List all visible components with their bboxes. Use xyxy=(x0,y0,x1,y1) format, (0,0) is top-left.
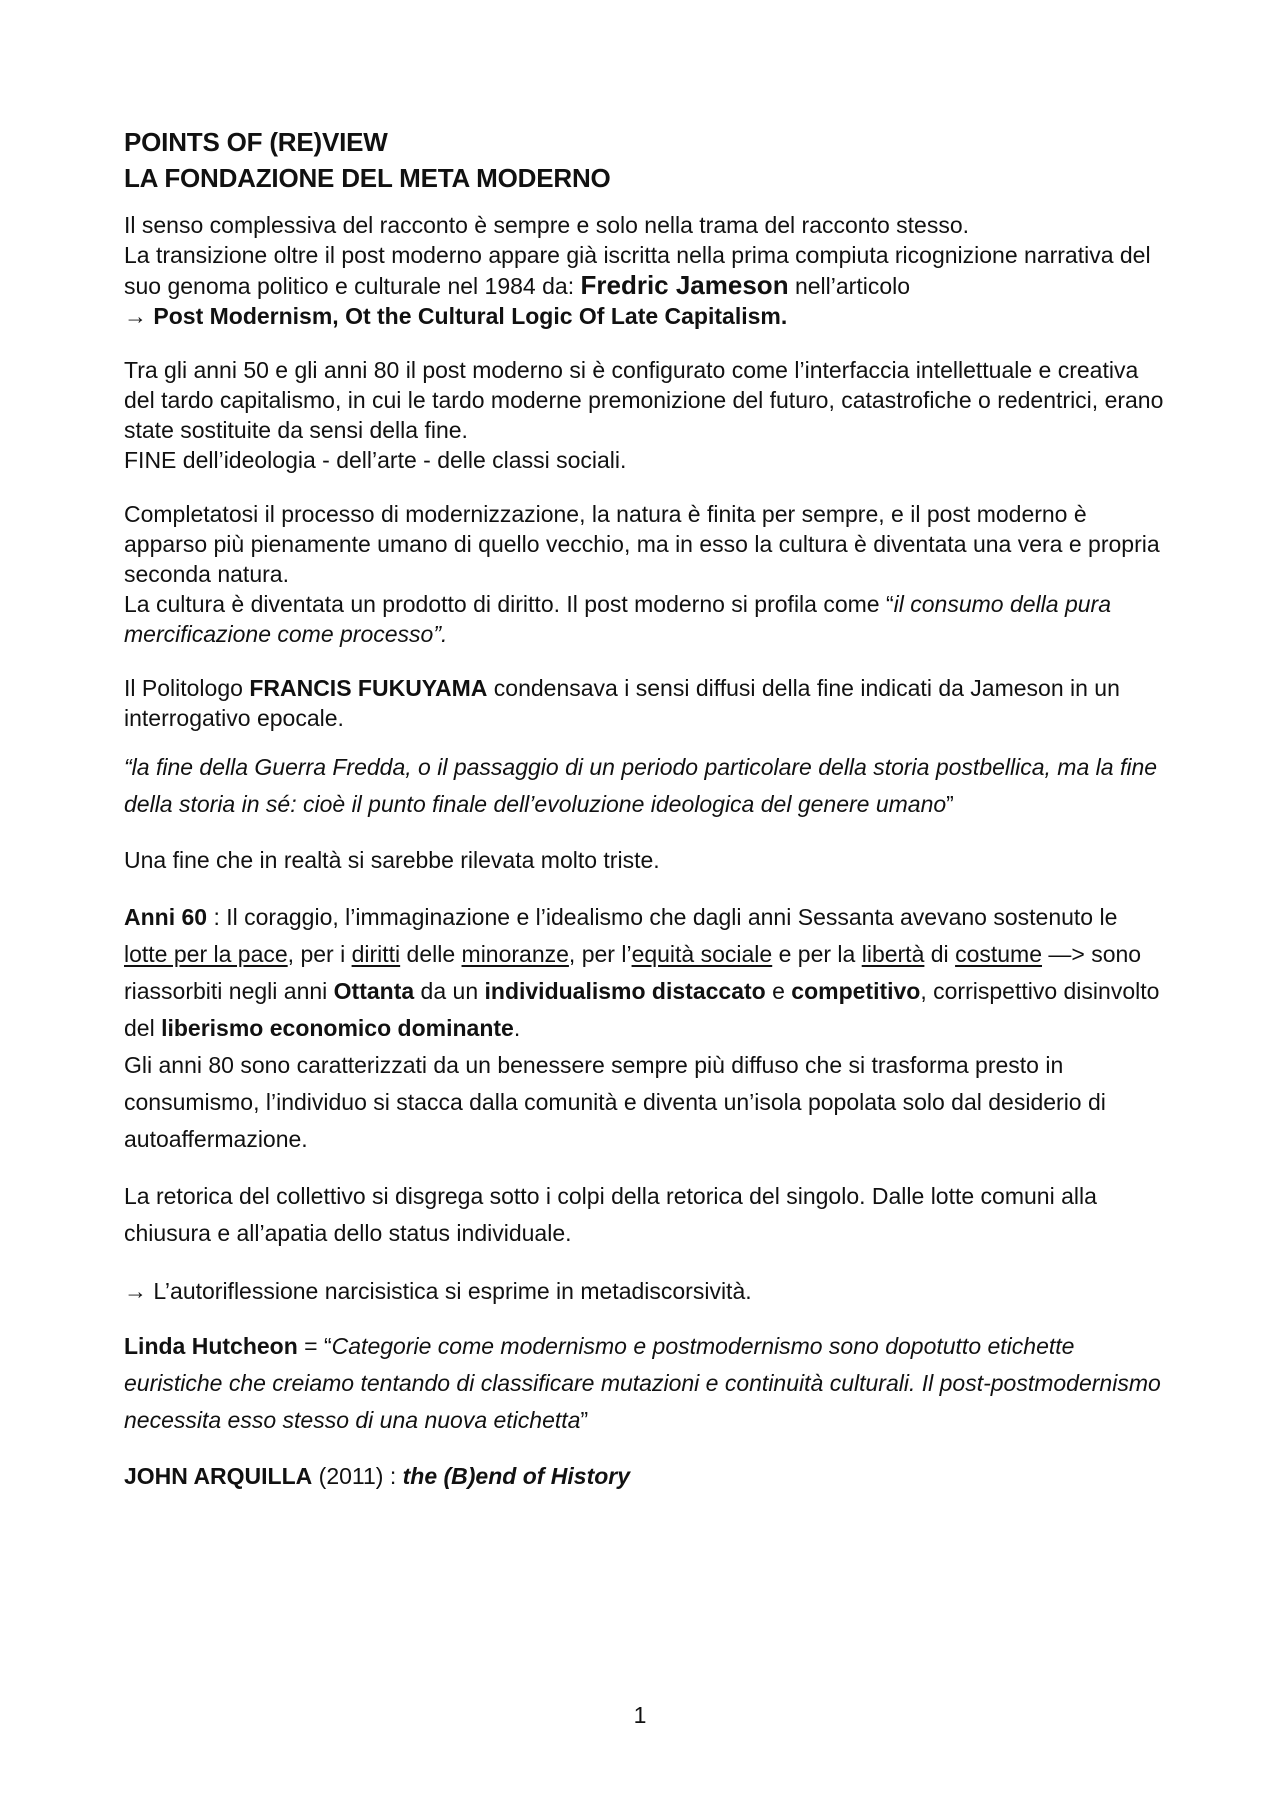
author-jameson: Fredric Jameson xyxy=(580,270,789,300)
intro-sentence-3: nell’articolo xyxy=(788,273,911,299)
bold-competitivo: competitivo xyxy=(791,978,921,1004)
page-content xyxy=(124,124,1164,1491)
paragraph-anni-60 xyxy=(124,899,1164,1158)
anni-80-text: Gli anni 80 sono caratterizzati da un benessere sempre più diffuso che si trasforma presto in consumismo, l’individuo si stacca dalla comunità e diventa un’isola popolata solo dal desiderio di autoaffermazione. xyxy=(124,1052,1106,1152)
arquilla-name: JOHN ARQUILLA xyxy=(124,1463,313,1489)
postmodern-text: Tra gli anni 50 e gli anni 80 il post moderno si è configurato come l’interfaccia intellettuale e creativa del tardo capitalismo, in cui le tardo moderne premonizione del futuro, catastrofiche o redentrici, erano state sostituite da sensi della fine. xyxy=(124,357,1164,443)
hutcheon-quote-close: ” xyxy=(580,1407,589,1433)
anni-60-text-3: delle xyxy=(400,941,462,967)
paragraph-intro xyxy=(124,210,1164,331)
underlined-liberta: libertà xyxy=(861,941,925,967)
bold-liberismo: liberismo economico dominante xyxy=(161,1015,514,1041)
hutcheon-eq: = “ xyxy=(297,1333,332,1359)
fukuyama-name: FRANCIS FUKUYAMA xyxy=(249,675,488,701)
paragraph-postmodern xyxy=(124,355,1164,475)
fukuyama-quote-close: ” xyxy=(946,791,954,817)
title-line-2: LA FONDAZIONE DEL META MODERNO xyxy=(124,163,611,193)
anni-60-text-7: —> sono riassorbiti negli anni xyxy=(124,941,1142,1004)
fukuyama-intro: Il Politologo xyxy=(124,675,250,701)
arquilla-year: (2011) : xyxy=(312,1463,403,1489)
paragraph-hutcheon xyxy=(124,1328,1164,1439)
page-number: 1 xyxy=(633,1702,647,1728)
hutcheon-quote: Categorie come modernismo e postmodernismo sono dopotutto etichette euristiche che creiamo tentando di classificare mutazioni e continuità culturali. Il post-postmodernismo necessita esso stesso di una nuova etichetta xyxy=(124,1333,1161,1433)
underlined-costume: costume xyxy=(955,941,1042,967)
underlined-diritti: diritti xyxy=(351,941,401,967)
paragraph-fukuyama-quote xyxy=(124,749,1164,823)
intro-sentence-1: Il senso complessiva del racconto è sempre e solo nella trama del racconto stesso. xyxy=(124,212,970,238)
anni-60-text-8: da un xyxy=(414,978,485,1004)
anni-60-text-6: di xyxy=(924,941,956,967)
anni-60-text-4: , per l’ xyxy=(568,941,632,967)
fukuyama-text: condensava i sensi diffusi della fine indicati da Jameson in un interrogativo epocale. xyxy=(124,675,1120,731)
document-title xyxy=(124,124,1164,196)
hutcheon-name: Linda Hutcheon xyxy=(124,1333,298,1359)
paragraph-sad-end xyxy=(124,845,1164,875)
anni-60-text-2: , per i xyxy=(287,941,352,967)
bold-ottanta: Ottanta xyxy=(333,978,415,1004)
underlined-equita: equità sociale xyxy=(631,941,773,967)
fukuyama-quote: “la fine della Guerra Fredda, o il passaggio di un periodo particolare della storia postbellica, ma la fine della storia in sé: cioè il punto finale dell’evoluzione ideologica del genere umano xyxy=(124,754,1158,817)
arquilla-work: the (B)end of History xyxy=(402,1463,631,1489)
title-line-1: POINTS OF (RE)VIEW xyxy=(124,127,388,157)
retorica-text: La retorica del collettivo si disgrega sotto i colpi della retorica del singolo. Dalle lotte comuni alla chiusura e all’apatia dello status individuale. xyxy=(124,1183,1097,1246)
anni-60-text-11: . xyxy=(513,1015,521,1041)
culture-text: La cultura è diventata un prodotto di diritto. Il post moderno si profila come “ xyxy=(124,591,894,617)
anni-60-text-1: : Il coraggio, l’immaginazione e l’idealismo che dagli anni Sessanta avevano sostenuto le xyxy=(207,904,1118,930)
anni-60-text-5: e per la xyxy=(772,941,862,967)
anni-60-label: Anni 60 xyxy=(124,904,208,930)
paragraph-fukuyama xyxy=(124,673,1164,733)
paragraph-retorica xyxy=(124,1178,1164,1252)
fine-line: FINE dell’ideologia - dell’arte - delle classi sociali. xyxy=(124,447,627,473)
underlined-lotte: lotte per la pace xyxy=(124,941,288,967)
article-title: → Post Modernism, Ot the Cultural Logic Of Late Capitalism. xyxy=(124,303,788,329)
autoriflessione-text: → L’autoriflessione narcisistica si esprime in metadiscorsività. xyxy=(124,1278,752,1304)
paragraph-autoriflessione xyxy=(124,1276,1164,1306)
underlined-minoranze: minoranze xyxy=(461,941,569,967)
modernization-text: Completatosi il processo di modernizzazione, la natura è finita per sempre, e il post moderno è apparso più pienamente umano di quello vecchio, ma in esso la cultura è diventata una vera e propria seconda natura. xyxy=(124,501,1160,587)
paragraph-modernization xyxy=(124,499,1164,649)
anni-60-text-10: , corrispettivo disinvolto del xyxy=(124,978,1160,1041)
sad-end-text: Una fine che in realtà si sarebbe rilevata molto triste. xyxy=(124,847,660,873)
intro-sentence-2: La transizione oltre il post moderno appare già iscritta nella prima compiuta ricognizione narrativa del suo genoma politico e culturale nel 1984 da: xyxy=(124,242,1151,299)
bold-individualismo: individualismo distaccato xyxy=(484,978,766,1004)
paragraph-arquilla xyxy=(124,1461,1164,1491)
culture-quote: il consumo della pura mercificazione come processo”. xyxy=(124,591,1111,647)
anni-60-text-9: e xyxy=(765,978,792,1004)
